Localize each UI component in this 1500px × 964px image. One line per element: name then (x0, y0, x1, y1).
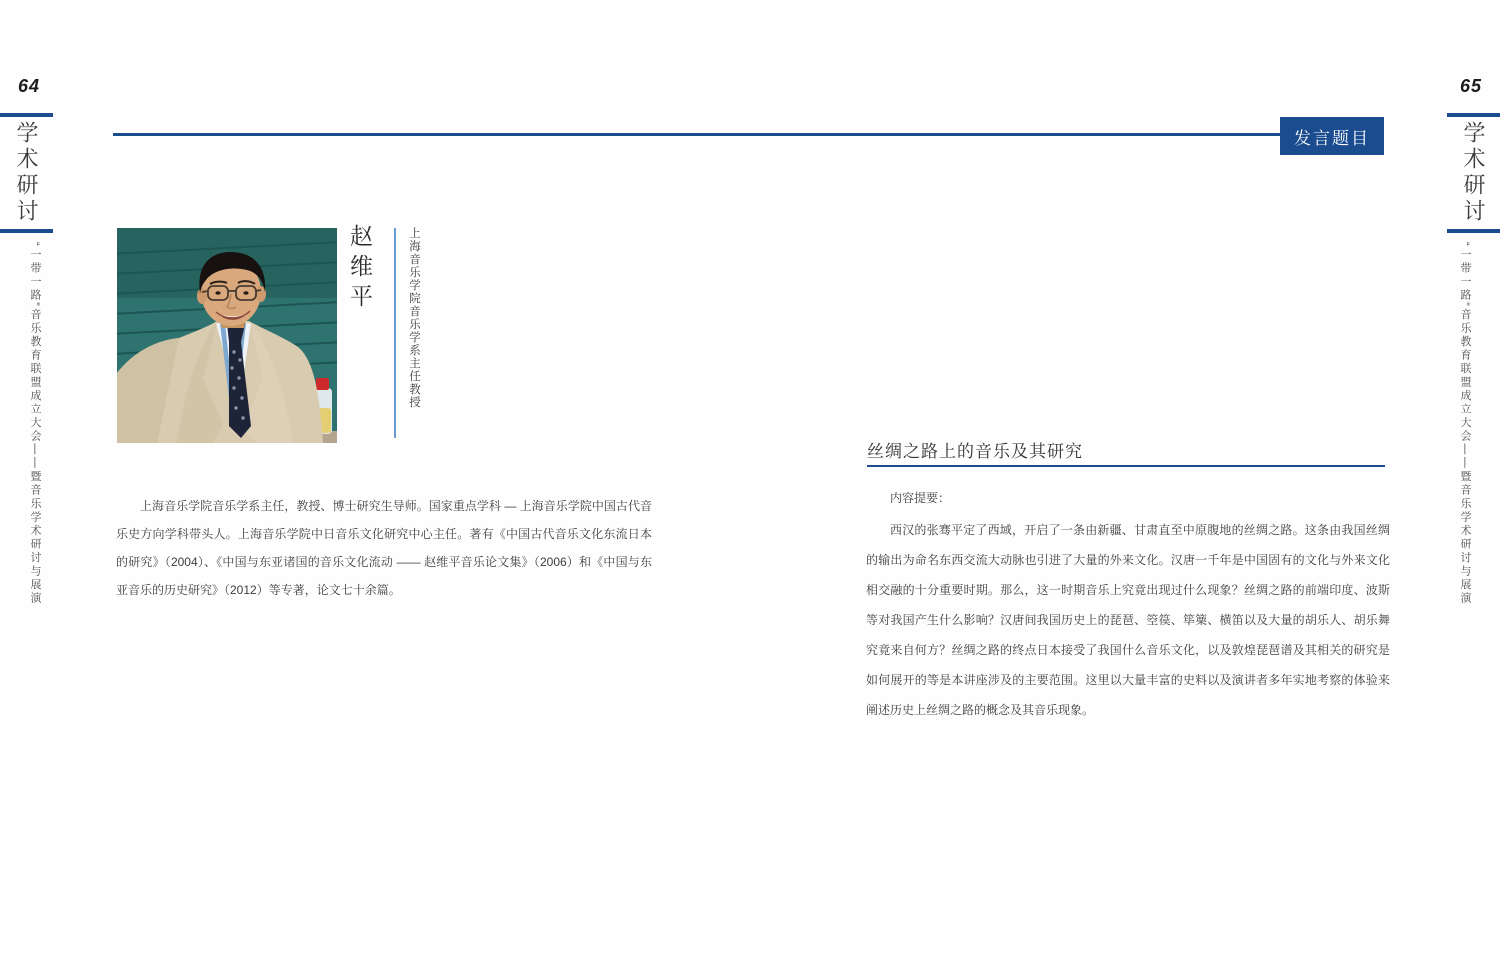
right-sidebar-section-title: 学术研讨 (1461, 121, 1486, 225)
name-title-divider (394, 228, 396, 438)
abstract-label: 内容提要： (890, 491, 951, 505)
header-rule (113, 133, 1280, 136)
right-sidebar-section-box (1447, 113, 1500, 233)
left-sidebar-section-box (0, 113, 53, 233)
page-number-right: 65 (1459, 76, 1482, 96)
left-sidebar-event-title: “一带一路”音乐教育联盟成立大会——暨音乐学术研讨与展演 (29, 242, 41, 606)
speaker-photo (117, 228, 337, 443)
talk-title: 丝绸之路上的音乐及其研究 (867, 442, 1083, 461)
speaker-title: 上海音乐学院音乐学系主任教授 (408, 227, 420, 409)
left-sidebar-section-title: 学术研讨 (14, 121, 39, 225)
page-number-left: 64 (18, 76, 41, 96)
topic-label-badge: 发言题目 (1280, 117, 1384, 155)
speaker-name: 赵维平 (347, 224, 373, 314)
right-sidebar-event-title: “一带一路”音乐教育联盟成立大会——暨音乐学术研讨与展演 (1459, 242, 1471, 606)
abstract-text: 西汉的张骞平定了西域，开启了一条由新疆、甘肃直至中原腹地的丝绸之路。这条由我国丝绸的输出为命名东西交流大动脉也引进了大量的外来文化。汉唐一千年是中国固有的文化与外来文化相交融的十分重要时期。那么，这一时期音乐上究竟出现过什么现象？丝绸之路的前端印度、波斯等对我国产生什么影响？汉唐间我国历史上的琵琶、箜篌、筚篥、横笛以及大量的胡乐人、胡乐舞究竟来自何方？丝绸之路的终点日本接受了我国什么音乐文化，以及敦煌琵琶谱及其相关的研究是如何展开的等是本讲座涉及的主要范围。这里以大量丰富的史料以及演讲者多年实地考察的体验来阐述历史上丝绸之路的概念及其音乐现象。 (866, 523, 1390, 717)
speaker-photo-illustration (117, 228, 337, 443)
talk-title-underline (867, 465, 1385, 467)
speaker-bio: 上海音乐学院音乐学系主任，教授、博士研究生导师。国家重点学科 — 上海音乐学院中国古代音乐史方向学科带头人。上海音乐学院中日音乐文化研究中心主任。著有《中国古代音乐文化东流日本的研究》（2004）、《中国与东亚诸国的音乐文化流动 —— 赵维平音乐论文集》（2006）和《中国与东亚音乐的历史研究》（2012）等专著，论文七十余篇。 (116, 499, 652, 597)
